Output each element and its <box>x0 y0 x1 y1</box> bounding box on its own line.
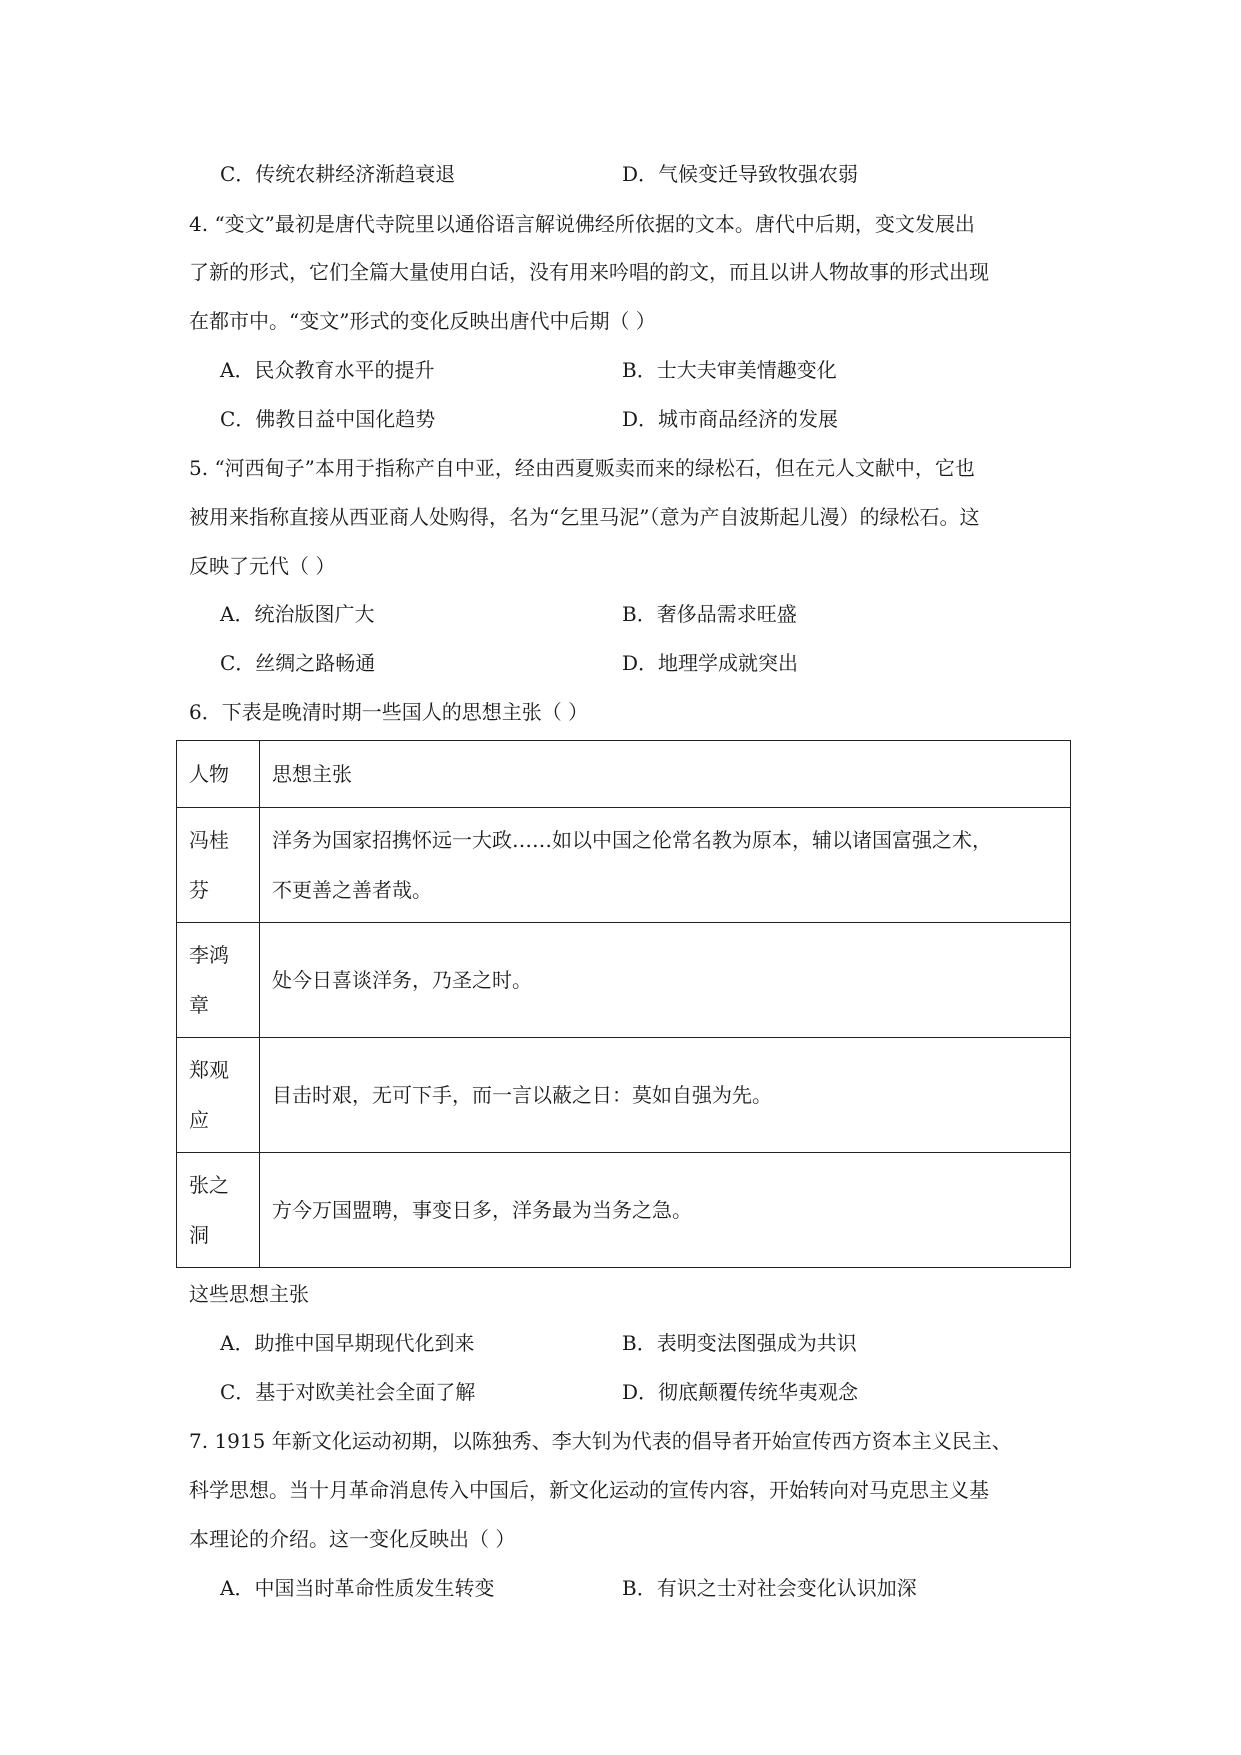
q4-stem-line1: 4. “变文”最初是唐代寺院里以通俗语言解说佛经所依据的文本。唐代中后期，变文发展出 <box>189 212 975 236</box>
person-name-line2: 芬 <box>189 878 209 902</box>
table-cell-idea: 处今日喜谈洋务，乃圣之时。 <box>260 923 1071 1038</box>
person-name-line2: 洞 <box>189 1223 209 1247</box>
q7-option-a[interactable]: A．中国当时革命性质发生转变 <box>220 1576 495 1600</box>
person-name-line1: 李鸿 <box>189 943 229 967</box>
idea-line2: 不更善之善者哉。 <box>272 878 432 902</box>
q3-option-d[interactable]: D．气候变迁导致牧强农弱 <box>622 162 859 186</box>
table-cell-idea: 方今万国盟聘，事变日多，洋务最为当务之急。 <box>260 1153 1071 1268</box>
table-header-person: 人物 <box>177 741 260 808</box>
q4-stem-line2: 了新的形式，它们全篇大量使用白话，没有用来吟唱的韵文，而且以讲人物故事的形式出现 <box>189 260 989 284</box>
table-row <box>177 1153 1071 1268</box>
q5-stem-line3: 反映了元代（ ） <box>189 554 336 578</box>
q5-stem-line2: 被用来指称直接从西亚商人处购得，名为“乞里马泥”（意为产自波斯起儿漫）的绿松石。这 <box>189 505 980 529</box>
person-name-line1: 郑观 <box>189 1058 229 1082</box>
q4-option-c[interactable]: C．佛教日益中国化趋势 <box>220 407 436 431</box>
thought-table <box>176 740 1071 1268</box>
q3-option-c[interactable]: C．传统农耕经济渐趋衰退 <box>220 162 456 186</box>
person-name-line1: 张之 <box>189 1173 229 1197</box>
q6-stem: 6．下表是晚清时期一些国人的思想主张（ ） <box>189 700 589 724</box>
table-row <box>177 1038 1071 1153</box>
table-cell-person <box>177 923 260 1038</box>
q5-option-d[interactable]: D．地理学成就突出 <box>622 651 799 675</box>
q5-option-c[interactable]: C．丝绸之路畅通 <box>220 651 376 675</box>
q7-stem-line2: 科学思想。当十月革命消息传入中国后，新文化运动的宣传内容，开始转向对马克思主义基 <box>189 1478 989 1502</box>
table-cell-person <box>177 1153 260 1268</box>
q7-stem-line3: 本理论的介绍。这一变化反映出（ ） <box>189 1527 516 1551</box>
person-name-line2: 章 <box>189 993 209 1017</box>
table-header-row <box>177 741 1071 808</box>
q6-option-d[interactable]: D．彻底颠覆传统华夷观念 <box>622 1380 859 1404</box>
q5-stem-line1: 5. “河西甸子”本用于指称产自中亚，经由西夏贩卖而来的绿松石，但在元人文献中，它也 <box>189 456 975 480</box>
person-name-line2: 应 <box>189 1108 209 1132</box>
q4-stem-line3: 在都市中。“变文”形式的变化反映出唐代中后期（ ） <box>189 309 656 333</box>
table-header-idea: 思想主张 <box>260 741 1071 808</box>
table-cell-person <box>177 1038 260 1153</box>
q7-option-b[interactable]: B．有识之士对社会变化认识加深 <box>622 1576 917 1600</box>
q7-stem-line1: 7. 1915 年新文化运动初期，以陈独秀、李大钊为代表的倡导者开始宣传西方资本主义民主、 <box>189 1429 1012 1453</box>
table-row <box>177 923 1071 1038</box>
idea-line1: 洋务为国家招携怀远一大政……如以中国之伦常名教为原本，辅以诸国富强之术， <box>272 828 992 852</box>
table-row <box>177 808 1071 923</box>
q6-option-a[interactable]: A．助推中国早期现代化到来 <box>220 1331 475 1355</box>
table-cell-person <box>177 808 260 923</box>
q4-option-d[interactable]: D．城市商品经济的发展 <box>622 407 839 431</box>
q6-option-c[interactable]: C．基于对欧美社会全面了解 <box>220 1380 476 1404</box>
q4-option-a[interactable]: A．民众教育水平的提升 <box>220 358 435 382</box>
q4-option-b[interactable]: B．士大夫审美情趣变化 <box>622 358 837 382</box>
q5-option-a[interactable]: A．统治版图广大 <box>220 602 375 626</box>
table-cell-idea: 目击时艰，无可下手，而一言以蔽之日：莫如自强为先。 <box>260 1038 1071 1153</box>
table-cell-idea <box>260 808 1071 923</box>
q5-option-b[interactable]: B．奢侈品需求旺盛 <box>622 602 797 626</box>
person-name-line1: 冯桂 <box>189 828 229 852</box>
q6-option-b[interactable]: B．表明变法图强成为共识 <box>622 1331 857 1355</box>
q6-after-table: 这些思想主张 <box>189 1282 309 1306</box>
